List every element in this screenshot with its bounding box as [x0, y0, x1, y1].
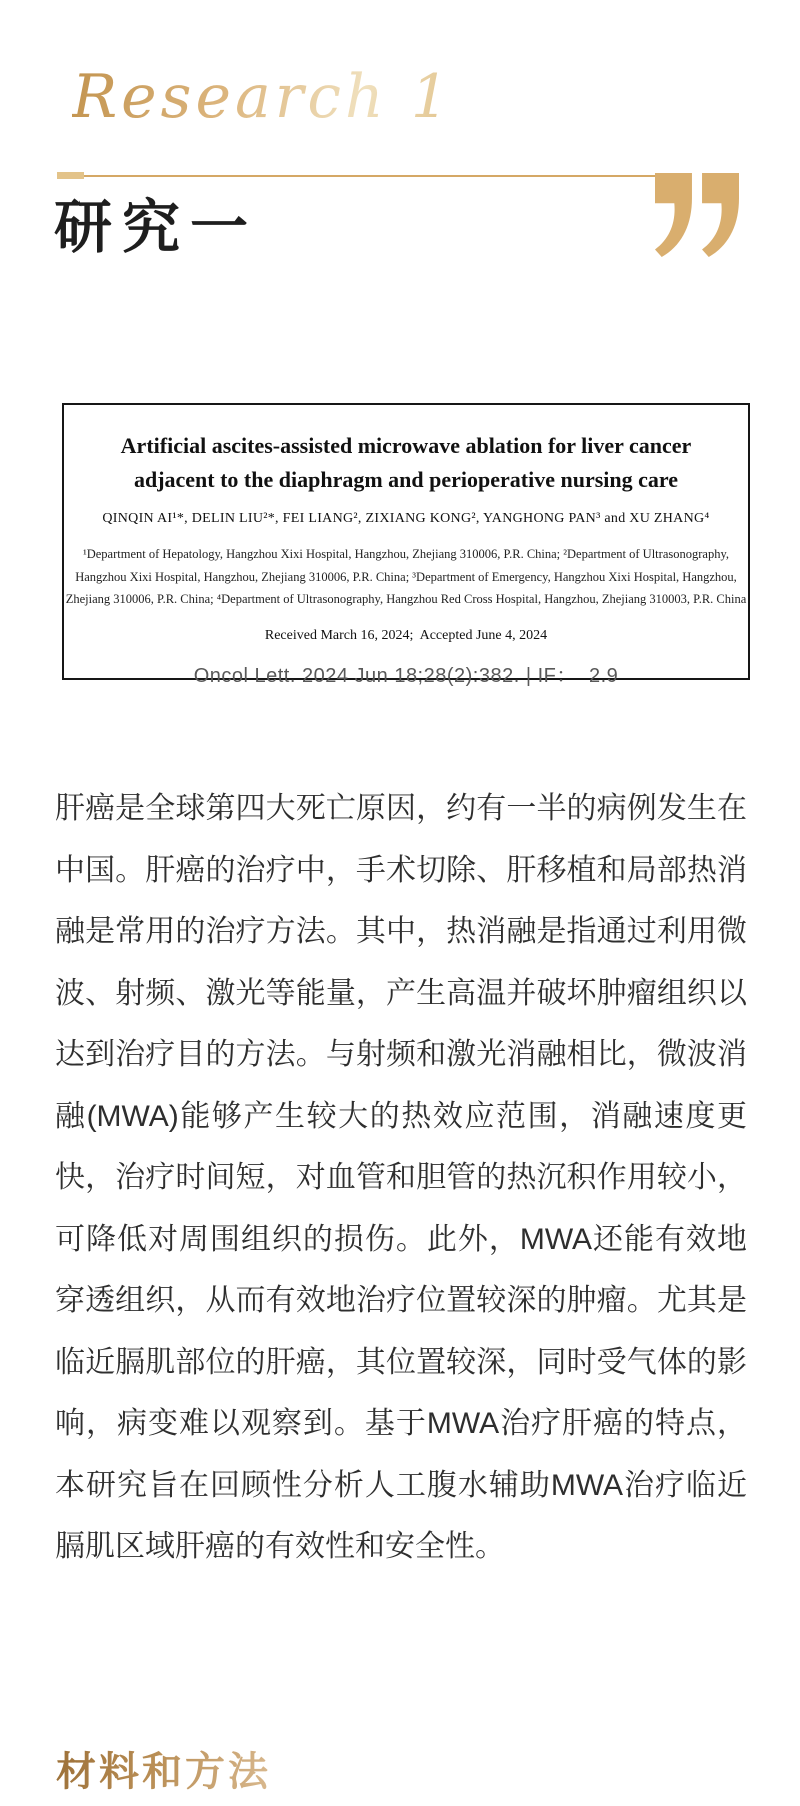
gold-divider-line — [57, 175, 655, 177]
affiliation-line: ¹Department of Hepatology, Hangzhou Xixi Hospital, Hangzhou, Zhejiang 310006, P.R. China; ²Department of Ultrasonography, — [82, 547, 730, 562]
section-title-cn: 研究一 — [54, 195, 259, 260]
research-script-title: Research 1 — [72, 62, 453, 132]
paper-title: Artificial ascites-assisted microwave ablation for liver cancer adjacent to the diaphragm and perioperative nursing care — [120, 433, 692, 493]
journal-citation: Oncol Lett. 2024 Jun 18;28(2):382. | IF： 2.9 — [193, 664, 619, 687]
quote-icon — [653, 173, 741, 257]
affiliation-line: Zhejiang 310006, P.R. China; ⁴Department of Ultrasonography, Hangzhou Red Cross Hospital, Hangzhou, Zhejiang 310003, P.R. China — [65, 592, 747, 607]
affiliation-line: Hangzhou Xixi Hospital, Hangzhou, Zhejiang 310006, P.R. China; ³Department of Emergency, Hangzhou Xixi Hospital, Hangzhou, — [75, 569, 737, 584]
methods-section-heading: 材料和方法 — [56, 1740, 271, 1797]
paper-citation-box — [62, 403, 750, 687]
paper-affiliations — [64, 543, 748, 611]
paper-received-dates: Received March 16, 2024; Accepted June 4, 2024 — [264, 627, 548, 643]
paper-authors: QINQIN AI¹*, DELIN LIU²*, FEI LIANG², ZIXIANG KONG², YANGHONG PAN³ and XU ZHANG⁴ — [102, 511, 710, 527]
gold-divider-tick — [57, 172, 84, 179]
article-body-paragraph: 肝癌是全球第四大死亡原因，约有一半的病例发生在中国。肝癌的治疗中，手术切除、肝移植和局部热消融是常用的治疗方法。其中，热消融是指通过利用微波、射频、激光等能量，产生高温并破坏肿瘤组织以达到治疗目的方法。与射频和激光消融相比，微波消融(MWA)能够产生较大的热效应范围，消融速度更快，治疗时间短，对血管和胆管的热沉积作用较小，可降低对周围组织的损伤。此外，MWA还能有效地穿透组织，从而有效地治疗位置较深的肿瘤。尤其是临近膈肌部位的肝癌，其位置较深，同时受气体的影响，病变难以观察到。基于MWA治疗肝癌的特点，本研究旨在回顾性分析人工腹水辅助MWA治疗临近膈肌区域肝癌的有效性和安全性。 — [55, 792, 747, 1563]
